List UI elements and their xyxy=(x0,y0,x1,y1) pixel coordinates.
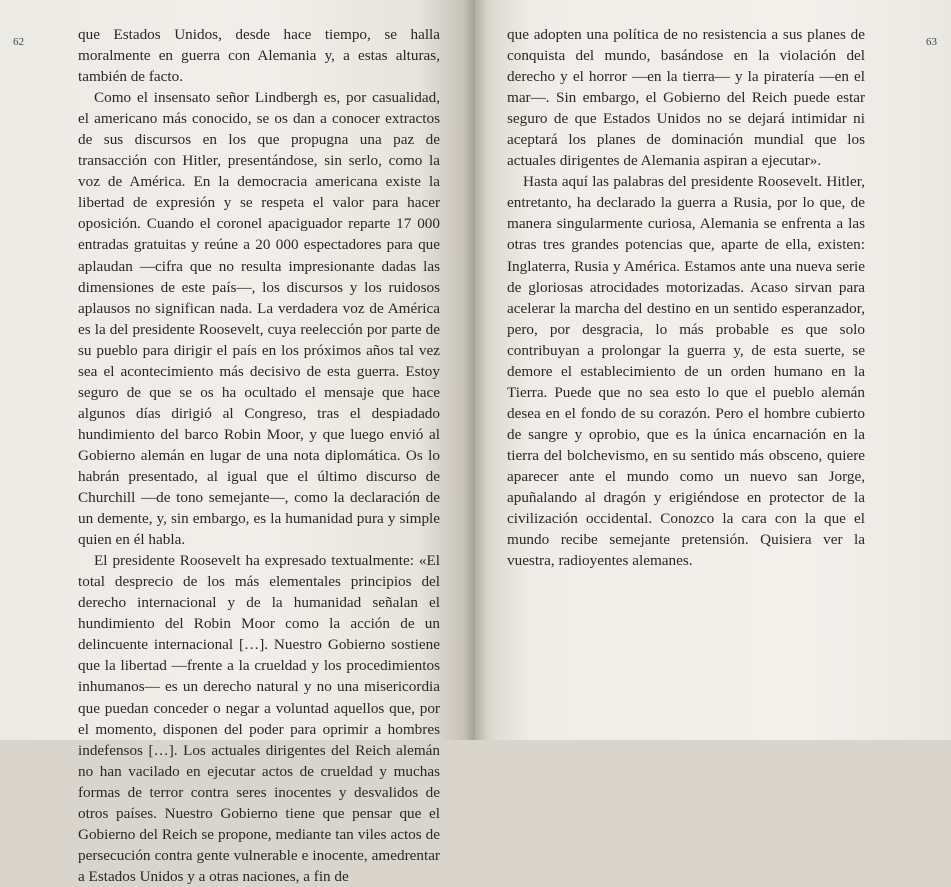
page-number: 62 xyxy=(13,36,24,48)
paragraph: que adopten una política de no resistencia a sus planes de conquista del mundo, basándose en la violación del derecho y el horror —en la tierra— y la piratería —en el mar—. Sin embargo, el Gobierno del Reich puede estar seguro de que Estados Unidos no se dejará intimidar ni aceptará los planes de dominación mundial que los actuales dirigentes de Alemania aspiran a ejecutar». xyxy=(507,26,865,170)
paragraph: El presidente Roosevelt ha expresado textualmente: «El total desprecio de los más elementales principios del derecho internacional y de la humanidad señalan el hundimiento del Robin Moor como la acción de un delincuente internacional […]. Nuestro Gobierno sostiene que la libertad —frente a la crueldad y los procedimientos inhumanos— es un derecho natural y no una misericordia que puedan conceder o negar a voluntad aquellos que, por el momento, disponen del poder para oprimir a hombres indefensos […]. Los actuales dirigentes del Reich alemán no han vacilado en ejecutar actos de crueldad y muchas formas de terror contra seres inocentes y desvalidos de otros países. Nuestro Gobierno tiene que pensar que el Gobierno del Reich se propone, mediante tan viles actos de persecución contra gente vulnerable e inocente, amedrentar a Estados Unidos y a otras naciones, a fin de xyxy=(78,552,440,885)
paragraph: Como el insensato señor Lindbergh es, por casualidad, el americano más conocido, se os dan a conocer extractos de sus discursos en los que propugna una paz de transacción con Hitler, presentándose, sin serlo, como la voz de América. En la democracia americana existe la libertad de expresión y se respeta el valor para hacer oposición. Cuando el coronel apaciguador reparte 17 000 entradas gratuitas y reúne a 20 000 espectadores para que aplaudan —cifra que no resulta impresionante dadas las dimensiones de este país—, los discursos y los ruidosos aplausos no significan nada. La verdadera voz de América es la del presidente Roosevelt, cuya reelección por parte de su pueblo para dirigir el país en los próximos años tal vez sea el acontecimiento más decisivo de esta guerra. Estoy seguro de que se os ha ocultado el mensaje que hace algunos días dirigió al Congreso, tras el despiadado hundimiento del barco Robin Moor, y que luego envió al Gobierno alemán en lugar de una nota diplomática. Os lo habrán presentado, al igual que el último discurso de Churchill —de tono semejante—, como la declaración de un demente, y, sin embargo, es la humanidad pura y simple quien en él habla. xyxy=(78,89,440,549)
page-number: 63 xyxy=(926,36,937,48)
right-page xyxy=(475,0,951,740)
page-text xyxy=(507,24,865,571)
paragraph: que Estados Unidos, desde hace tiempo, se halla moralmente en guerra con Alemania y, a estas alturas, también de facto. xyxy=(78,26,440,86)
left-page xyxy=(0,0,475,885)
paragraph: Hasta aquí las palabras del presidente Roosevelt. Hitler, entretanto, ha declarado la guerra a Rusia, por lo que, de manera singularmente curiosa, Alemania se enfrenta a las otras tres grandes potencias que, aparte de ella, existen: Inglaterra, Rusia y América. Estamos ante una nueva serie de gloriosas atrocidades motorizadas. Acaso sirvan para acelerar la marcha del destino en un sentido esperanzador, pero, por desgracia, lo más probable es que solo contribuyan a prolongar la guerra y, de esta suerte, se demore el establecimiento de un orden humano en la Tierra. Puede que no sea esto lo que el pueblo alemán desea en el fondo de su corazón. Pero el hombre cubierto de sangre y oprobio, que es la única encarnación en la tierra del bolchevismo, en su sentido más obsceno, quiere aparecer ante el mundo como un nuevo san Jorge, apuñalando al dragón y erigiéndose en protector de la civilización occidental. Conozco la cara con la que el mundo recibe semejante pretensión. Quisiera ver la vuestra, radioyentes alemanes. xyxy=(507,173,865,570)
page-text xyxy=(78,24,440,887)
